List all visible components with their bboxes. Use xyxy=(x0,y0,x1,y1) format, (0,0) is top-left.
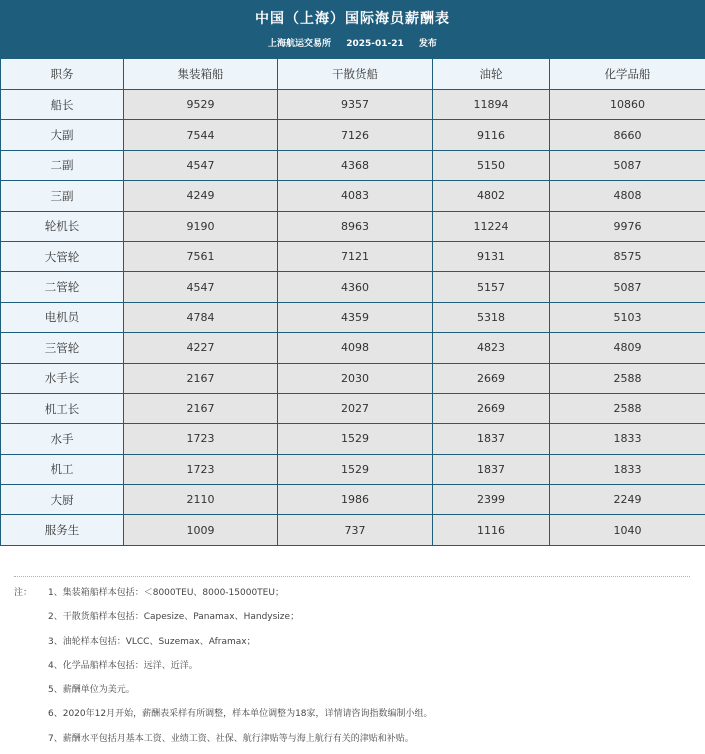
notes-section xyxy=(14,576,690,751)
note-item xyxy=(14,678,690,702)
salary-cell: 737 xyxy=(278,515,433,545)
salary-cell: 2588 xyxy=(550,363,705,393)
table-row xyxy=(1,90,705,120)
table-row xyxy=(1,302,705,332)
salary-cell: 7544 xyxy=(124,120,278,150)
note-item xyxy=(14,727,690,751)
salary-cell: 1833 xyxy=(550,454,705,484)
salary-cell: 9357 xyxy=(278,90,433,120)
salary-cell: 2588 xyxy=(550,393,705,423)
row-role: 水手长 xyxy=(1,363,124,393)
salary-cell: 4098 xyxy=(278,333,433,363)
note-text: 1、集装箱船样本包括：＜8000TEU、8000-15000TEU； xyxy=(48,588,284,598)
salary-cell: 4784 xyxy=(124,302,278,332)
row-role: 服务生 xyxy=(1,515,124,545)
salary-cell: 5087 xyxy=(550,272,705,302)
salary-cell: 4360 xyxy=(278,272,433,302)
row-role: 机工长 xyxy=(1,393,124,423)
salary-cell: 4823 xyxy=(433,333,550,363)
salary-cell: 4227 xyxy=(124,333,278,363)
salary-cell: 2249 xyxy=(550,485,705,515)
salary-cell: 9529 xyxy=(124,90,278,120)
salary-cell: 2669 xyxy=(433,363,550,393)
salary-cell: 8575 xyxy=(550,241,705,271)
salary-cell: 11224 xyxy=(433,211,550,241)
salary-cell: 2399 xyxy=(433,485,550,515)
table-row xyxy=(1,120,705,150)
salary-cell: 2110 xyxy=(124,485,278,515)
row-role: 二副 xyxy=(1,150,124,180)
row-role: 大副 xyxy=(1,120,124,150)
salary-cell: 11894 xyxy=(433,90,550,120)
salary-cell: 1723 xyxy=(124,424,278,454)
column-header-position: 职务 xyxy=(1,59,124,90)
salary-cell: 5157 xyxy=(433,272,550,302)
salary-cell: 1009 xyxy=(124,515,278,545)
row-role: 机工 xyxy=(1,454,124,484)
note-text: 3、油轮样本包括：VLCC、Suzemax、Aframax； xyxy=(48,636,256,647)
salary-cell: 8963 xyxy=(278,211,433,241)
salary-cell: 4083 xyxy=(278,181,433,211)
table-row xyxy=(1,454,705,484)
publish-info xyxy=(0,36,705,49)
publisher: 上海航运交易所 xyxy=(268,39,332,49)
salary-cell: 4808 xyxy=(550,181,705,211)
publish-date: 2025-01-21 xyxy=(346,39,404,49)
row-role: 三管轮 xyxy=(1,333,124,363)
note-text: 5、薪酬单位为美元。 xyxy=(48,685,135,696)
salary-cell: 2669 xyxy=(433,393,550,423)
salary-cell: 1529 xyxy=(278,454,433,484)
salary-cell: 1837 xyxy=(433,424,550,454)
note-item xyxy=(14,605,690,629)
note-item xyxy=(14,702,690,726)
column-header-bulk-carrier: 干散货船 xyxy=(278,59,433,90)
salary-cell: 5087 xyxy=(550,150,705,180)
table-row xyxy=(1,241,705,271)
salary-cell: 2030 xyxy=(278,363,433,393)
table-row xyxy=(1,150,705,180)
column-header-oil-tanker: 油轮 xyxy=(433,59,550,90)
salary-cell: 5150 xyxy=(433,150,550,180)
table-row xyxy=(1,363,705,393)
table-row xyxy=(1,272,705,302)
salary-cell: 1116 xyxy=(433,515,550,545)
salary-cell: 9131 xyxy=(433,241,550,271)
table-row xyxy=(1,515,705,545)
note-text: 2、干散货船样本包括：Capesize、Panamax、Handysize； xyxy=(48,612,300,623)
table-header-row xyxy=(1,59,705,90)
note-text: 6、2020年12月开始，薪酬表采样有所调整，样本单位调整为18家，详情请咨询指数编制小组。 xyxy=(48,709,433,720)
table-body xyxy=(1,90,705,546)
row-role: 轮机长 xyxy=(1,211,124,241)
salary-cell: 1040 xyxy=(550,515,705,545)
note-text: 4、化学品船样本包括：远洋、近洋。 xyxy=(48,660,198,671)
salary-cell: 7561 xyxy=(124,241,278,271)
publish-word: 发布 xyxy=(418,39,437,49)
note-item xyxy=(14,581,690,605)
salary-cell: 10860 xyxy=(550,90,705,120)
column-header-container-ship: 集装箱船 xyxy=(124,59,278,90)
salary-cell: 4809 xyxy=(550,333,705,363)
table-row xyxy=(1,181,705,211)
table-row xyxy=(1,333,705,363)
salary-cell: 2167 xyxy=(124,363,278,393)
salary-cell: 5318 xyxy=(433,302,550,332)
note-text: 7、薪酬水平包括月基本工资、业绩工资、社保、航行津贴等与海上航行有关的津贴和补贴。 xyxy=(48,733,414,744)
note-prefix: 注： xyxy=(14,588,33,598)
table-row xyxy=(1,485,705,515)
row-role: 大管轮 xyxy=(1,241,124,271)
row-role: 电机员 xyxy=(1,302,124,332)
salary-cell: 7126 xyxy=(278,120,433,150)
salary-cell: 4547 xyxy=(124,272,278,302)
note-item xyxy=(14,630,690,654)
row-role: 大厨 xyxy=(1,485,124,515)
table-header-banner xyxy=(0,0,705,58)
salary-cell: 1833 xyxy=(550,424,705,454)
salary-cell: 4359 xyxy=(278,302,433,332)
row-role: 水手 xyxy=(1,424,124,454)
salary-cell: 9116 xyxy=(433,120,550,150)
page-title: 中国（上海）国际海员薪酬表 xyxy=(255,11,450,27)
salary-cell: 1837 xyxy=(433,454,550,484)
note-item xyxy=(14,654,690,678)
salary-cell: 1723 xyxy=(124,454,278,484)
salary-cell: 8660 xyxy=(550,120,705,150)
salary-table xyxy=(0,58,705,546)
table-row xyxy=(1,393,705,423)
salary-cell: 1986 xyxy=(278,485,433,515)
table-row xyxy=(1,211,705,241)
salary-cell: 9976 xyxy=(550,211,705,241)
salary-cell: 9190 xyxy=(124,211,278,241)
row-role: 二管轮 xyxy=(1,272,124,302)
salary-cell: 1529 xyxy=(278,424,433,454)
row-role: 三副 xyxy=(1,181,124,211)
salary-cell: 4368 xyxy=(278,150,433,180)
salary-cell: 4249 xyxy=(124,181,278,211)
salary-cell: 4802 xyxy=(433,181,550,211)
column-header-chemical-tanker: 化学品船 xyxy=(550,59,705,90)
salary-cell: 5103 xyxy=(550,302,705,332)
salary-cell: 2027 xyxy=(278,393,433,423)
salary-cell: 4547 xyxy=(124,150,278,180)
salary-cell: 2167 xyxy=(124,393,278,423)
row-role: 船长 xyxy=(1,90,124,120)
table-row xyxy=(1,424,705,454)
salary-cell: 7121 xyxy=(278,241,433,271)
